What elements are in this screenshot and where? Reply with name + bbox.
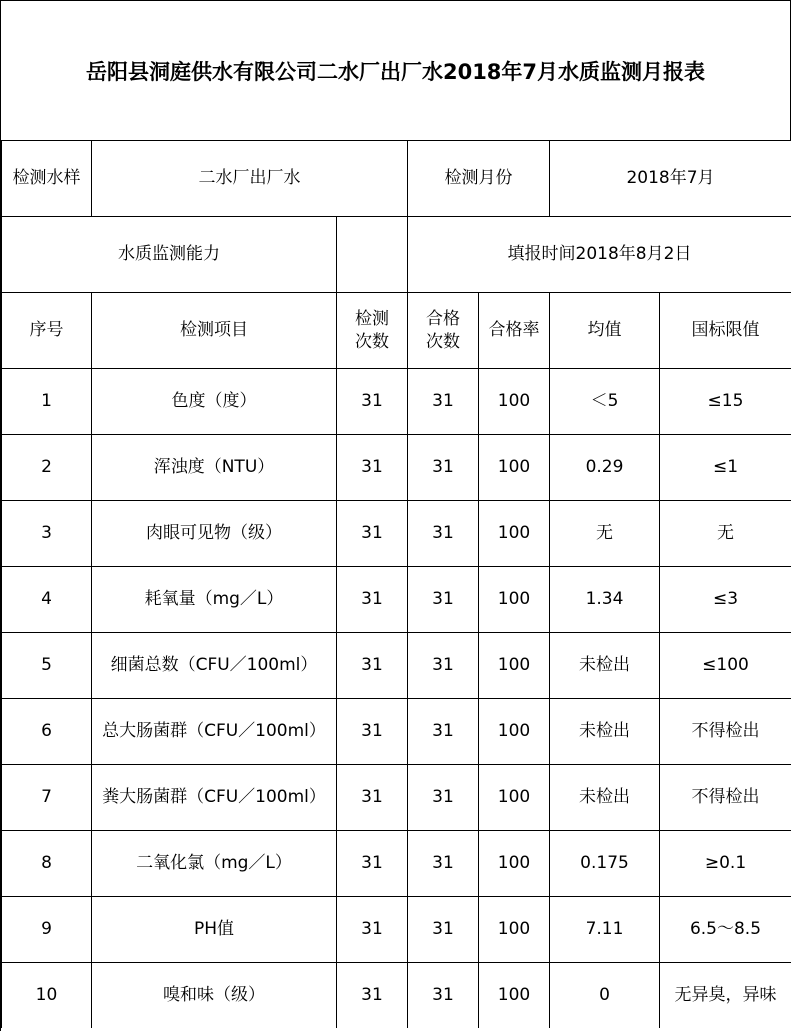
row-item: 色度（度）	[92, 369, 337, 435]
report-table	[1, 140, 791, 1028]
table-row	[2, 699, 791, 765]
header-index: 序号	[2, 293, 92, 369]
row-pass: 31	[408, 633, 479, 699]
row-item: 二氧化氯（mg／L）	[92, 831, 337, 897]
table-row	[2, 897, 791, 963]
row-rate: 100	[479, 633, 550, 699]
row-tests: 31	[337, 897, 408, 963]
row-tests: 31	[337, 567, 408, 633]
row-limit: ≥0.1	[660, 831, 791, 897]
capability-label: 水质监测能力	[2, 217, 337, 293]
row-rate: 100	[479, 369, 550, 435]
row-mean: 未检出	[550, 699, 660, 765]
row-pass: 31	[408, 963, 479, 1029]
table-row	[2, 369, 791, 435]
row-limit: 不得检出	[660, 765, 791, 831]
row-no: 8	[2, 831, 92, 897]
row-limit: ≤100	[660, 633, 791, 699]
row-item: 肉眼可见物（级）	[92, 501, 337, 567]
row-tests: 31	[337, 963, 408, 1029]
row-mean: 未检出	[550, 765, 660, 831]
row-mean: ＜5	[550, 369, 660, 435]
header-tests-line2: 次数	[355, 331, 389, 352]
row-no: 6	[2, 699, 92, 765]
row-pass: 31	[408, 897, 479, 963]
table-row	[2, 501, 791, 567]
row-limit: ≤1	[660, 435, 791, 501]
month-value: 2018年7月	[550, 141, 791, 217]
row-no: 5	[2, 633, 92, 699]
row-pass: 31	[408, 699, 479, 765]
row-no: 1	[2, 369, 92, 435]
row-no: 3	[2, 501, 92, 567]
row-item: 浑浊度（NTU）	[92, 435, 337, 501]
row-tests: 31	[337, 369, 408, 435]
row-item: PH值	[92, 897, 337, 963]
sample-label: 检测水样	[2, 141, 92, 217]
row-mean: 1.34	[550, 567, 660, 633]
row-item: 嗅和味（级）	[92, 963, 337, 1029]
month-label: 检测月份	[408, 141, 550, 217]
row-item: 粪大肠菌群（CFU／100ml）	[92, 765, 337, 831]
table-row	[2, 633, 791, 699]
row-limit: 不得检出	[660, 699, 791, 765]
capability-value	[337, 217, 408, 293]
row-rate: 100	[479, 699, 550, 765]
row-rate: 100	[479, 765, 550, 831]
row-rate: 100	[479, 963, 550, 1029]
row-tests: 31	[337, 831, 408, 897]
header-mean: 均值	[550, 293, 660, 369]
row-rate: 100	[479, 897, 550, 963]
row-tests: 31	[337, 435, 408, 501]
header-pass	[408, 293, 479, 369]
row-limit: 无	[660, 501, 791, 567]
row-pass: 31	[408, 435, 479, 501]
row-tests: 31	[337, 699, 408, 765]
row-tests: 31	[337, 765, 408, 831]
row-no: 7	[2, 765, 92, 831]
header-pass-rate: 合格率	[479, 293, 550, 369]
table-row	[2, 567, 791, 633]
row-no: 4	[2, 567, 92, 633]
row-rate: 100	[479, 567, 550, 633]
row-item: 耗氧量（mg／L）	[92, 567, 337, 633]
row-limit: ≤15	[660, 369, 791, 435]
table-row	[2, 435, 791, 501]
table-row	[2, 765, 791, 831]
row-limit: 无异臭，异味	[660, 963, 791, 1029]
row-pass: 31	[408, 831, 479, 897]
table-row	[2, 831, 791, 897]
row-rate: 100	[479, 831, 550, 897]
row-mean: 0	[550, 963, 660, 1029]
row-no: 10	[2, 963, 92, 1029]
row-item: 总大肠菌群（CFU／100ml）	[92, 699, 337, 765]
row-mean: 0.175	[550, 831, 660, 897]
row-pass: 31	[408, 369, 479, 435]
sample-value: 二水厂出厂水	[92, 141, 408, 217]
row-limit: ≤3	[660, 567, 791, 633]
header-row	[2, 293, 791, 369]
row-item: 细菌总数（CFU／100ml）	[92, 633, 337, 699]
row-pass: 31	[408, 567, 479, 633]
row-rate: 100	[479, 501, 550, 567]
row-mean: 未检出	[550, 633, 660, 699]
header-pass-line1: 合格	[426, 308, 460, 329]
report-title: 岳阳县洞庭供水有限公司二水厂出厂水2018年7月水质监测月报表	[1, 1, 791, 140]
header-pass-line2: 次数	[426, 331, 460, 352]
row-tests: 31	[337, 633, 408, 699]
row-pass: 31	[408, 501, 479, 567]
row-no: 9	[2, 897, 92, 963]
row-rate: 100	[479, 435, 550, 501]
row-no: 2	[2, 435, 92, 501]
header-item: 检测项目	[92, 293, 337, 369]
header-limit: 国标限值	[660, 293, 791, 369]
info-row-sample	[2, 141, 791, 217]
header-tests	[337, 293, 408, 369]
header-tests-line1: 检测	[355, 308, 389, 329]
row-mean: 无	[550, 501, 660, 567]
report-time: 填报时间2018年8月2日	[408, 217, 791, 293]
info-row-capability	[2, 217, 791, 293]
row-mean: 0.29	[550, 435, 660, 501]
row-mean: 7.11	[550, 897, 660, 963]
row-tests: 31	[337, 501, 408, 567]
row-limit: 6.5～8.5	[660, 897, 791, 963]
table-row	[2, 963, 791, 1029]
row-pass: 31	[408, 765, 479, 831]
